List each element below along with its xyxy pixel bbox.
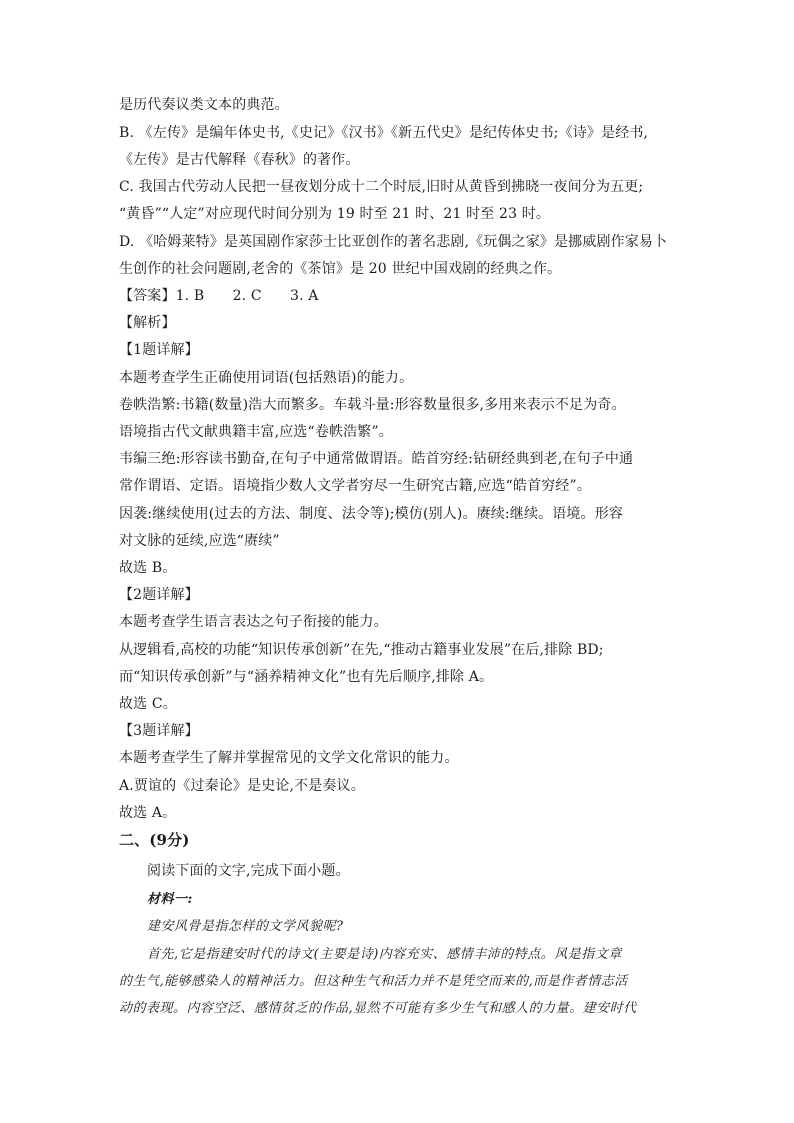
text-line: 常作谓语、定语。语境指少数人文学者穷尽一生研究古籍,应选“皓首穷经”。 [119, 478, 592, 494]
text-line: 《左传》是古代解释《春秋》的著作。 [119, 152, 360, 168]
passage-line: 首先,它是指建安时代的诗文(主要是诗)内容充实、感情丰沛的特点。风是指文章 [147, 947, 622, 962]
text-line: 生创作的社会问题剧,老舍的《茶馆》是 20 世纪中国戏剧的经典之作。 [119, 261, 562, 277]
text-line: C. 我国古代劳动人民把一昼夜划分成十二个时辰,旧时从黄昏到拂晓一夜间分为五更; [119, 179, 644, 195]
text-line: 本题考查学生语言表达之句子衔接的能力。 [119, 614, 388, 630]
text-line: 对文脉的延续,应选“赓续” [119, 533, 280, 549]
answer-line: 【答案】1. B 2. C 3. A [119, 288, 319, 304]
text-line: 故选 C。 [119, 696, 177, 712]
text-line: 本题考查学生了解并掌握常见的文学文化常识的能力。 [119, 750, 459, 766]
passage-line: 动的表现。内容空泛、感情贫乏的作品,显然不可能有多少生气和感人的力量。建安时代 [119, 1001, 637, 1016]
text-line: 故选 A。 [119, 805, 177, 821]
text-line: 故选 B。 [119, 560, 177, 576]
text-line: D. 《哈姆莱特》是英国剧作家莎士比亚创作的著名悲剧,《玩偶之家》是挪威剧作家易卜 [119, 234, 668, 250]
q1-heading: 【1题详解】 [119, 342, 199, 358]
text-line: 韦编三绝:形容读书勤奋,在句子中通常做谓语。皓首穷经:钻研经典到老,在句子中通 [119, 451, 634, 467]
text-line: 从逻辑看,高校的功能“知识传承创新”在先,“推动古籍事业发展”在后,排除 BD; [119, 642, 604, 658]
text-line: B. 《左传》是编年体史书,《史记》《汉书》《新五代史》是纪传体史书;《诗》是经书, [119, 125, 649, 141]
text-line: 而“知识传承创新”与“涵养精神文化”也有先后顺序,排除 A。 [119, 669, 494, 685]
text-line: 卷帙浩繁:书籍(数量)浩大而繁多。车载斗量:形容数量很多,多用来表示不足为奇。 [119, 397, 626, 413]
text-line: 语境指古代文献典籍丰富,应选“卷帙浩繁”。 [119, 424, 393, 440]
q2-heading: 【2题详解】 [119, 587, 199, 603]
analysis-heading: 【解析】 [119, 315, 176, 331]
material-title: 建安风骨是指怎样的文学风貌呢? [147, 919, 344, 934]
text-line: 因袭:继续使用(过去的方法、制度、法令等);模仿(别人)。赓续:继续。语境。形容 [119, 506, 623, 522]
material-label: 材料一: [147, 892, 193, 907]
passage-line: 的生气,能够感染人的精神活力。但这种生气和活力并不是凭空而来的,而是作者情志活 [119, 974, 628, 989]
section-two-heading: 二、(9分) [119, 831, 190, 849]
text-line: “黄昏”“人定”对应现代时间分别为 19 时至 21 时、21 时至 23 时。 [119, 206, 551, 222]
reading-instruction: 阅读下面的文字,完成下面小题。 [147, 863, 350, 879]
q3-heading: 【3题详解】 [119, 723, 199, 739]
text-line: 本题考查学生正确使用词语(包括熟语)的能力。 [119, 370, 414, 386]
text-line: 是历代奏议类文本的典范。 [119, 97, 289, 113]
text-line: A.贾谊的《过秦论》是史论,不是奏议。 [119, 778, 365, 794]
